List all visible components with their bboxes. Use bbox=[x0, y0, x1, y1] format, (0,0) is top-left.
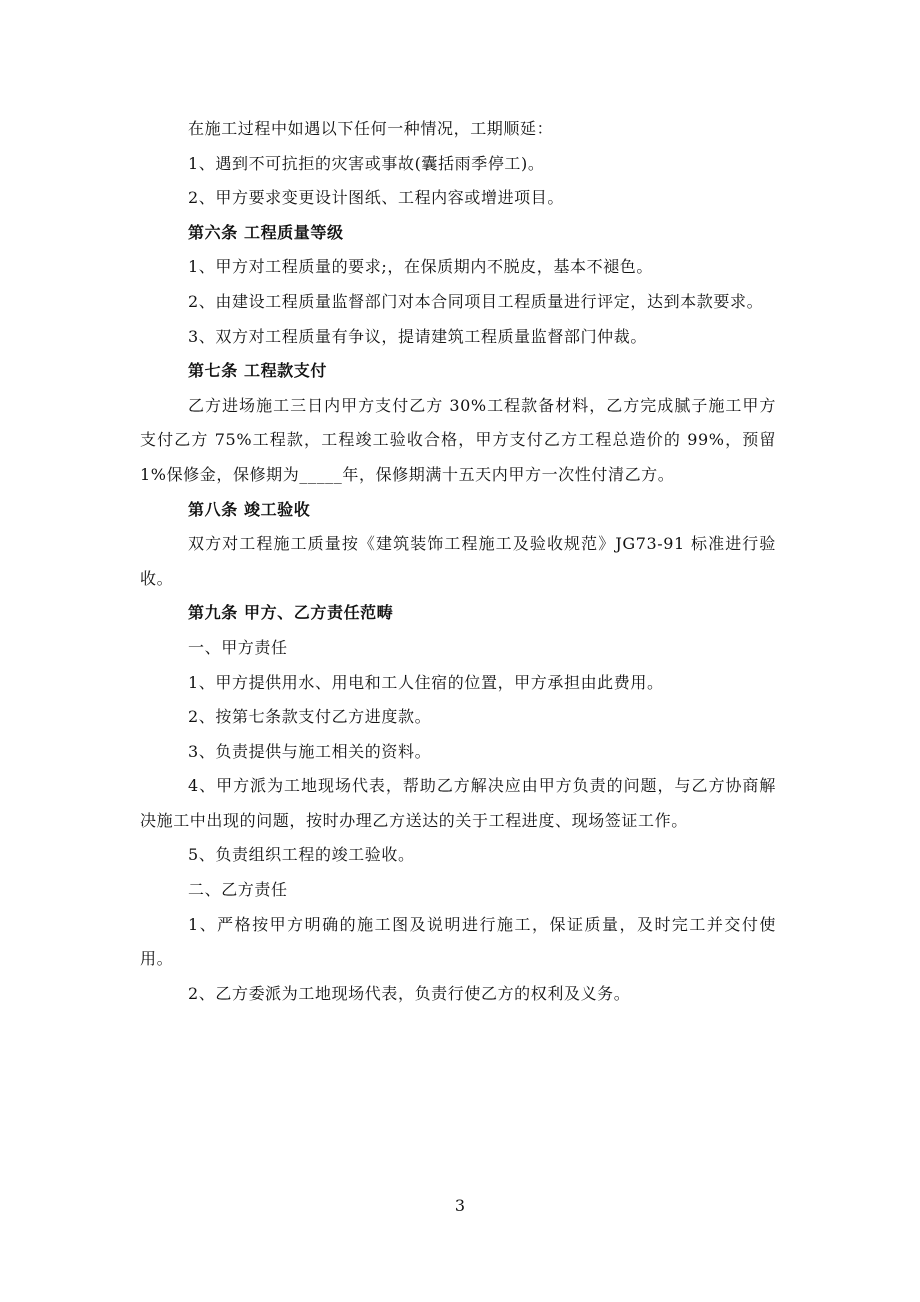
paragraph-delay-item-1: 1、遇到不可抗拒的灾害或事故(囊括雨季停工)。 bbox=[188, 153, 545, 173]
paragraph-payment: 乙方进场施工三日内甲方支付乙方 30%工程款备材料，乙方完成腻子施工甲方支付乙方 75%工程款，工程竣工验收合格，甲方支付乙方工程总造价的 99%，预留 1%保修金，保修期为_____年，保修期满十五天内甲方一次性付清乙方。 bbox=[140, 395, 776, 484]
paragraph-quality-item-3: 3、双方对工程质量有争议，提请建筑工程质量监督部门仲裁。 bbox=[188, 326, 647, 346]
heading-article-7: 第七条 工程款支付 bbox=[188, 361, 327, 381]
paragraph-party-a-item-1: 1、甲方提供用水、用电和工人住宿的位置，甲方承担由此费用。 bbox=[188, 672, 664, 692]
paragraph-delay-item-2: 2、甲方要求变更设计图纸、工程内容或增进项目。 bbox=[188, 188, 564, 208]
paragraph-quality-item-2: 2、由建设工程质量监督部门对本合同项目工程质量进行评定，达到本款要求。 bbox=[188, 291, 764, 311]
subheading-party-a: 一、甲方责任 bbox=[188, 637, 288, 657]
paragraph-quality-item-1: 1、甲方对工程质量的要求;，在保质期内不脱皮，基本不褪色。 bbox=[188, 257, 653, 277]
paragraph-party-a-item-4: 4、甲方派为工地现场代表，帮助乙方解决应由甲方负责的问题，与乙方协商解决施工中出现的问题，按时办理乙方送达的关于工程进度、现场签证工作。 bbox=[140, 776, 776, 830]
paragraph-acceptance: 双方对工程施工质量按《建筑装饰工程施工及验收规范》JG73-91 标准进行验收。 bbox=[140, 534, 776, 588]
heading-article-8: 第八条 竣工验收 bbox=[188, 499, 311, 519]
paragraph-party-b-item-2: 2、乙方委派为工地现场代表，负责行使乙方的权利及义务。 bbox=[188, 983, 631, 1003]
paragraph-delay-conditions: 在施工过程中如遇以下任何一种情况，工期顺延： bbox=[188, 119, 554, 138]
heading-article-9: 第九条 甲方、乙方责任范畴 bbox=[188, 603, 394, 623]
heading-article-6: 第六条 工程质量等级 bbox=[188, 222, 344, 242]
paragraph-party-a-item-5: 5、负责组织工程的竣工验收。 bbox=[188, 845, 415, 865]
subheading-party-b: 二、乙方责任 bbox=[188, 880, 288, 900]
paragraph-party-a-item-3: 3、负责提供与施工相关的资料。 bbox=[188, 741, 432, 761]
document-page bbox=[140, 112, 776, 1011]
paragraph-party-a-item-2: 2、按第七条款支付乙方进度款。 bbox=[188, 707, 432, 727]
paragraph-party-b-item-1: 1、严格按甲方明确的施工图及说明进行施工，保证质量，及时完工并交付使用。 bbox=[140, 914, 776, 969]
page-number: 3 bbox=[454, 1196, 466, 1215]
